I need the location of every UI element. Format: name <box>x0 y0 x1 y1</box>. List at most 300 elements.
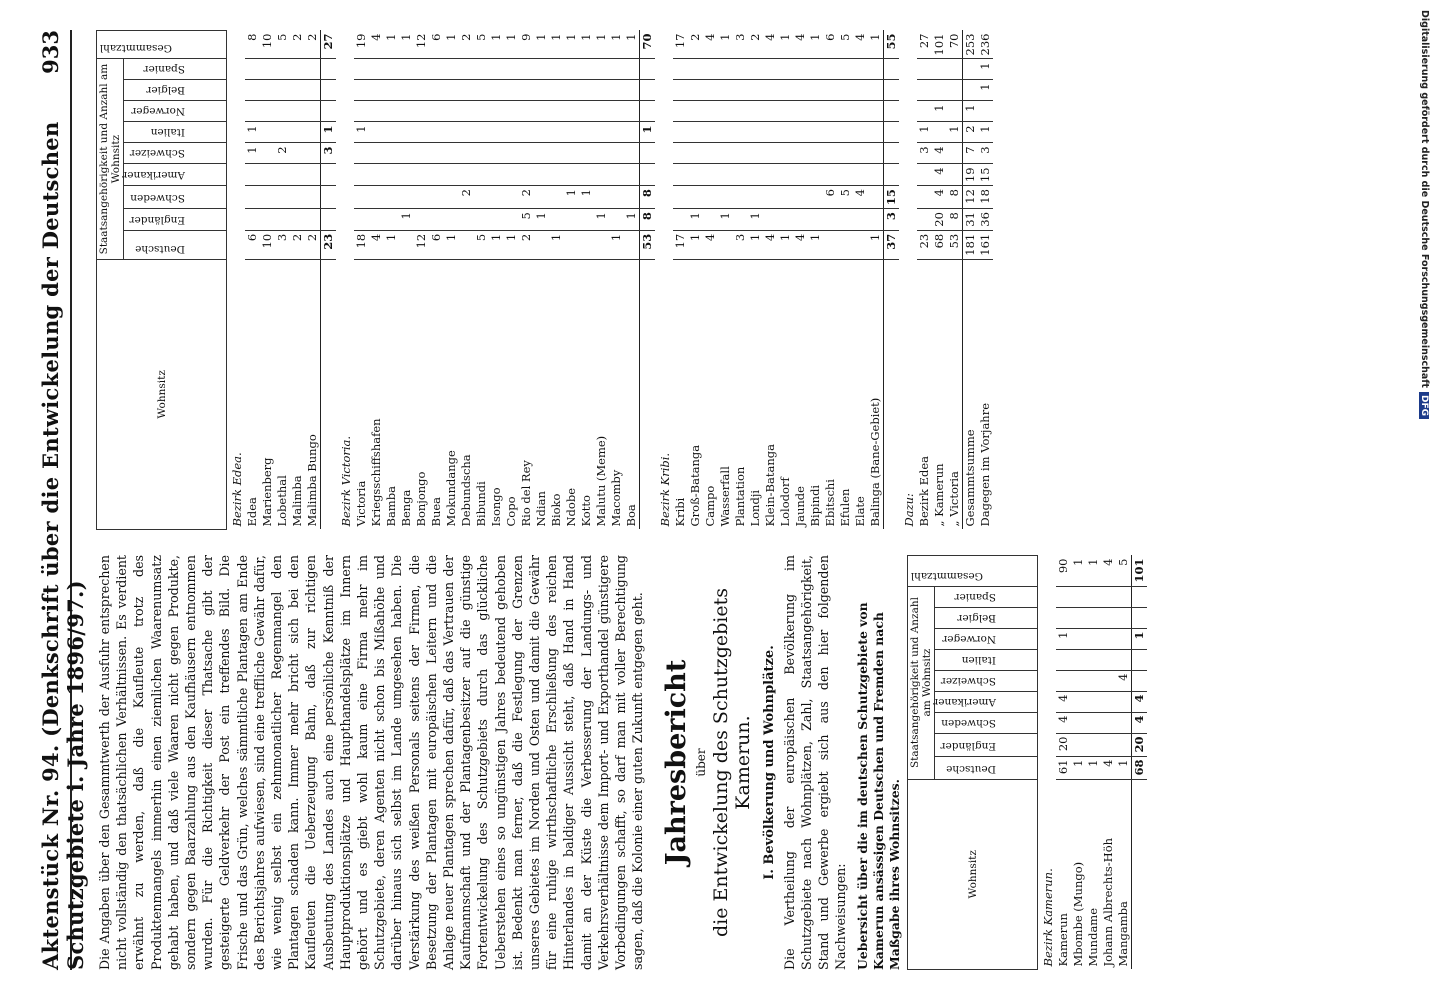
count-cell: 8 <box>640 209 656 231</box>
count-cell <box>534 101 549 122</box>
count-cell: 4 <box>1056 712 1071 733</box>
count-cell: 6 <box>429 230 444 259</box>
col-group: Staatsangehörigkeit und Anzahl am Wohnsitz <box>908 586 935 779</box>
place-name: „ Kamerun <box>932 463 946 527</box>
count-cell <box>414 143 429 164</box>
count-cell <box>1056 649 1071 670</box>
count-cell <box>594 80 609 101</box>
count-cell <box>1116 733 1132 756</box>
count-cell <box>245 59 260 80</box>
count-cell: 17 <box>673 31 688 59</box>
count-cell <box>868 80 884 101</box>
count-cell <box>260 164 275 186</box>
table-row <box>624 31 640 530</box>
count-cell <box>579 209 594 231</box>
count-cell <box>733 209 748 231</box>
count-cell: 1 <box>1086 556 1101 587</box>
count-cell <box>838 164 853 186</box>
count-cell <box>624 101 640 122</box>
count-cell <box>838 101 853 122</box>
count-cell: 10 <box>260 31 275 59</box>
count-cell: 27 <box>917 31 932 59</box>
count-cell <box>354 209 369 231</box>
count-cell <box>474 122 489 143</box>
count-cell: 1 <box>1071 756 1086 779</box>
count-cell <box>594 143 609 164</box>
count-cell <box>384 186 399 209</box>
count-cell <box>778 143 793 164</box>
table-row <box>459 31 474 530</box>
count-cell: 101 <box>1132 556 1148 587</box>
count-cell <box>459 101 474 122</box>
count-cell: 53 <box>947 230 963 259</box>
count-cell <box>321 59 337 80</box>
count-cell: 4 <box>703 230 718 259</box>
count-cell <box>823 101 838 122</box>
count-cell: 6 <box>823 186 838 209</box>
count-cell: 6 <box>245 230 260 259</box>
col-nation: Italien <box>124 122 227 143</box>
count-cell <box>763 186 778 209</box>
place-name: Marienberg <box>260 457 274 527</box>
count-cell <box>290 122 305 143</box>
count-cell <box>429 80 444 101</box>
place-name: Copo <box>504 496 518 527</box>
count-cell <box>793 59 808 80</box>
count-cell <box>917 209 932 231</box>
count-cell: 27 <box>321 31 337 59</box>
count-cell <box>1132 586 1148 607</box>
count-cell: 20 <box>932 209 947 231</box>
count-cell <box>778 164 793 186</box>
sum-row <box>1132 556 1148 970</box>
count-cell <box>399 143 414 164</box>
count-cell: 1 <box>1056 628 1071 649</box>
table-row <box>947 31 963 530</box>
count-cell <box>884 143 900 164</box>
count-cell <box>594 59 609 80</box>
count-cell: 6 <box>429 31 444 59</box>
count-cell <box>1116 712 1132 733</box>
count-cell <box>640 101 656 122</box>
table-row <box>489 31 504 530</box>
count-cell: 1 <box>947 122 963 143</box>
count-cell <box>778 122 793 143</box>
table-row <box>564 31 579 530</box>
count-cell <box>673 101 688 122</box>
count-cell <box>305 59 321 80</box>
count-cell <box>609 164 624 186</box>
count-cell: 4 <box>1101 556 1116 587</box>
count-cell: 1 <box>354 122 369 143</box>
count-cell: 61 <box>1056 756 1071 779</box>
count-cell <box>275 59 290 80</box>
table-row <box>1101 556 1116 970</box>
place-name: Ndobe <box>564 487 578 527</box>
count-cell <box>384 80 399 101</box>
count-cell <box>459 209 474 231</box>
kamerun-table <box>907 555 1147 970</box>
count-cell <box>459 143 474 164</box>
count-cell: 7 <box>963 143 979 164</box>
count-cell: 1 <box>534 209 549 231</box>
table-row <box>290 31 305 530</box>
count-cell <box>793 209 808 231</box>
count-cell <box>549 186 564 209</box>
count-cell <box>703 186 718 209</box>
district-row <box>899 31 917 530</box>
count-cell: 68 <box>932 230 947 259</box>
count-cell <box>369 101 384 122</box>
place-name: Wasserfall <box>718 466 732 527</box>
count-cell <box>564 209 579 231</box>
col-nation: Norweger <box>124 101 227 122</box>
count-cell <box>534 143 549 164</box>
count-cell <box>305 164 321 186</box>
count-cell: 70 <box>640 31 656 59</box>
count-cell: 4 <box>1056 691 1071 712</box>
count-cell: 1 <box>504 31 519 59</box>
count-cell: 23 <box>321 230 337 259</box>
place-name <box>884 259 900 529</box>
count-cell <box>947 164 963 186</box>
count-cell: 12 <box>414 230 429 259</box>
count-cell: 1 <box>534 31 549 59</box>
sum-row <box>884 31 900 530</box>
count-cell <box>1101 733 1116 756</box>
table-row <box>474 31 489 530</box>
count-cell <box>688 143 703 164</box>
count-cell <box>853 122 868 143</box>
count-cell <box>624 59 640 80</box>
count-cell <box>838 80 853 101</box>
count-cell <box>884 164 900 186</box>
count-cell <box>609 101 624 122</box>
table-row <box>275 31 290 530</box>
count-cell <box>947 59 963 80</box>
count-cell <box>369 186 384 209</box>
count-cell <box>305 186 321 209</box>
count-cell <box>354 80 369 101</box>
count-cell: 31 <box>963 209 979 231</box>
place-name: Mangamba <box>1116 901 1131 967</box>
count-cell <box>321 209 337 231</box>
count-cell: 1 <box>549 230 564 259</box>
count-cell <box>640 164 656 186</box>
place-name: Kribi <box>673 497 687 527</box>
count-cell: 4 <box>1116 670 1132 691</box>
count-cell: 1 <box>444 31 459 59</box>
table-row <box>978 31 993 530</box>
count-cell <box>321 186 337 209</box>
count-cell <box>823 230 838 259</box>
table-row <box>703 31 718 530</box>
table-row <box>260 31 275 530</box>
count-cell: 1 <box>564 31 579 59</box>
count-cell <box>519 164 534 186</box>
count-cell <box>429 209 444 231</box>
col-wohnsitz: Wohnsitz <box>908 779 1038 969</box>
count-cell: 1 <box>1086 756 1101 779</box>
count-cell <box>763 80 778 101</box>
count-cell <box>808 59 823 80</box>
count-cell <box>917 59 932 80</box>
col-nation: Spanier <box>124 59 227 80</box>
count-cell <box>1071 733 1086 756</box>
place-name: Gesammtsumme <box>963 259 979 529</box>
count-cell <box>703 80 718 101</box>
count-cell <box>369 164 384 186</box>
table-row <box>504 31 519 530</box>
count-cell <box>564 80 579 101</box>
count-cell: 17 <box>673 230 688 259</box>
count-cell <box>673 59 688 80</box>
count-cell <box>305 143 321 164</box>
count-cell: 3 <box>321 143 337 164</box>
count-cell: 3 <box>275 230 290 259</box>
table-row <box>429 31 444 530</box>
table-row <box>414 31 429 530</box>
count-cell <box>1132 670 1148 691</box>
count-cell <box>1116 691 1132 712</box>
count-cell <box>504 80 519 101</box>
place-name: Jaunde <box>793 486 807 527</box>
count-cell <box>275 122 290 143</box>
table-row <box>609 31 624 530</box>
count-cell: 4 <box>369 230 384 259</box>
count-cell <box>290 209 305 231</box>
count-cell <box>624 80 640 101</box>
count-cell <box>444 209 459 231</box>
count-cell <box>579 164 594 186</box>
count-cell <box>838 209 853 231</box>
count-cell <box>369 143 384 164</box>
count-cell <box>549 164 564 186</box>
count-cell <box>504 101 519 122</box>
col-nation: Schweizer <box>935 670 1038 691</box>
count-cell <box>564 164 579 186</box>
count-cell <box>673 186 688 209</box>
count-cell: 181 <box>963 230 979 259</box>
count-cell <box>260 209 275 231</box>
count-cell <box>917 164 932 186</box>
place-name: Klein-Batanga <box>763 444 777 527</box>
count-cell <box>703 209 718 231</box>
sum-row <box>640 31 656 530</box>
count-cell <box>748 59 763 80</box>
place-name: Bioko <box>549 493 563 527</box>
count-cell: 1 <box>399 31 414 59</box>
count-cell <box>624 186 640 209</box>
count-cell <box>579 143 594 164</box>
count-cell <box>640 80 656 101</box>
count-cell <box>748 143 763 164</box>
place-name: Bamba <box>384 486 398 527</box>
count-cell <box>703 143 718 164</box>
count-cell <box>1116 586 1132 607</box>
count-cell <box>688 164 703 186</box>
count-cell <box>275 80 290 101</box>
count-cell <box>489 143 504 164</box>
count-cell <box>793 101 808 122</box>
count-cell: 1 <box>579 186 594 209</box>
count-cell <box>399 101 414 122</box>
table-row <box>748 31 763 530</box>
page-number: 933 <box>38 30 63 74</box>
count-cell <box>733 143 748 164</box>
table-row <box>917 31 932 530</box>
section-heading: I. Bevölkerung und Wohnplätze. <box>761 645 777 880</box>
col-nation: Belgier <box>935 607 1038 628</box>
district-heading: Bezirk Edea. <box>230 452 244 527</box>
place-name: Kamerun <box>1056 913 1071 967</box>
count-cell <box>688 59 703 80</box>
count-cell <box>414 164 429 186</box>
count-cell <box>763 164 778 186</box>
count-cell <box>703 164 718 186</box>
table-heading: Uebersicht über die im deutschen Schutzgebiete von Kamerun ansässigen Deutschen und Fremden nach Maßgabe ihres Wohnsitzes. <box>855 602 903 970</box>
table-row <box>763 31 778 530</box>
count-cell <box>763 59 778 80</box>
count-cell <box>853 101 868 122</box>
district-heading: Bezirk Kamerun. <box>1041 868 1056 967</box>
count-cell <box>444 122 459 143</box>
count-cell: 1 <box>444 230 459 259</box>
count-cell: 70 <box>947 31 963 59</box>
right-column <box>96 30 993 530</box>
place-name: Elate <box>853 496 867 527</box>
table-row <box>305 31 321 530</box>
count-cell: 36 <box>978 209 993 231</box>
table-row <box>245 31 260 530</box>
report-over: über <box>693 748 708 777</box>
place-name: Kotto <box>579 495 593 527</box>
district-heading: Dazu: <box>902 493 916 527</box>
count-cell <box>384 101 399 122</box>
count-cell: 20 <box>1056 733 1071 756</box>
count-cell <box>564 143 579 164</box>
count-cell: 2 <box>519 186 534 209</box>
count-cell: 4 <box>932 143 947 164</box>
count-cell <box>275 186 290 209</box>
count-cell <box>290 59 305 80</box>
count-cell <box>733 101 748 122</box>
col-nation: Deutsche <box>124 230 227 259</box>
place-name: Rio del Rey <box>519 460 533 527</box>
count-cell <box>384 143 399 164</box>
count-cell <box>504 122 519 143</box>
place-name: Malimba Bungo <box>305 434 319 527</box>
count-cell: 19 <box>963 164 979 186</box>
count-cell: 1 <box>917 122 932 143</box>
count-cell <box>838 230 853 259</box>
count-cell: 1 <box>748 209 763 231</box>
count-cell <box>369 59 384 80</box>
col-wohnsitz: Wohnsitz <box>97 259 227 529</box>
count-cell <box>733 59 748 80</box>
col-nation: Spanier <box>935 586 1038 607</box>
place-name: Edea <box>245 497 259 527</box>
count-cell <box>369 209 384 231</box>
page-header <box>32 30 88 970</box>
place-name: Boa <box>624 504 638 527</box>
count-cell: 4 <box>1132 691 1148 712</box>
count-cell <box>260 101 275 122</box>
count-cell <box>1101 691 1116 712</box>
count-cell <box>321 101 337 122</box>
count-cell: 1 <box>963 101 979 122</box>
count-cell <box>1071 649 1086 670</box>
count-cell <box>305 122 321 143</box>
count-cell <box>549 143 564 164</box>
count-cell <box>305 80 321 101</box>
count-cell <box>594 164 609 186</box>
count-cell <box>838 122 853 143</box>
count-cell <box>245 209 260 231</box>
count-cell <box>474 59 489 80</box>
count-cell <box>884 122 900 143</box>
count-cell <box>640 143 656 164</box>
count-cell <box>444 164 459 186</box>
count-cell: 1 <box>748 230 763 259</box>
count-cell <box>609 186 624 209</box>
place-name: Benga <box>399 489 413 527</box>
count-cell <box>733 122 748 143</box>
place-name: Ndian <box>534 491 548 527</box>
place-name: Bonjongo <box>414 471 428 527</box>
count-cell: 3 <box>733 31 748 59</box>
count-cell: 1 <box>489 31 504 59</box>
count-cell: 4 <box>793 230 808 259</box>
count-cell: 2 <box>459 31 474 59</box>
count-cell: 23 <box>917 230 932 259</box>
count-cell <box>275 101 290 122</box>
col-nation: Engländer <box>124 209 227 231</box>
count-cell <box>429 164 444 186</box>
table-row <box>718 31 733 530</box>
count-cell <box>963 59 979 80</box>
count-cell <box>763 143 778 164</box>
count-cell <box>1056 607 1071 628</box>
count-cell <box>868 209 884 231</box>
table-row <box>519 31 534 530</box>
count-cell <box>504 209 519 231</box>
place-name: Victoria <box>354 480 368 527</box>
count-cell <box>763 122 778 143</box>
count-cell: 236 <box>978 31 993 59</box>
count-cell <box>823 143 838 164</box>
count-cell: 1 <box>718 31 733 59</box>
report-title: Jahresbericht <box>660 659 692 866</box>
count-cell <box>624 143 640 164</box>
col-nation: Deutsche <box>935 756 1038 779</box>
table-row <box>399 31 414 530</box>
count-cell: 2 <box>748 31 763 59</box>
count-cell <box>290 143 305 164</box>
place-name: Mundame <box>1086 907 1101 967</box>
count-cell: 3 <box>978 143 993 164</box>
count-cell: 4 <box>932 164 947 186</box>
count-cell <box>718 59 733 80</box>
count-cell <box>305 101 321 122</box>
count-cell <box>444 101 459 122</box>
count-cell <box>534 59 549 80</box>
place-name: Bezirk Edea <box>917 455 931 527</box>
count-cell <box>947 143 963 164</box>
count-cell <box>868 122 884 143</box>
count-cell <box>444 59 459 80</box>
count-cell: 5 <box>519 209 534 231</box>
